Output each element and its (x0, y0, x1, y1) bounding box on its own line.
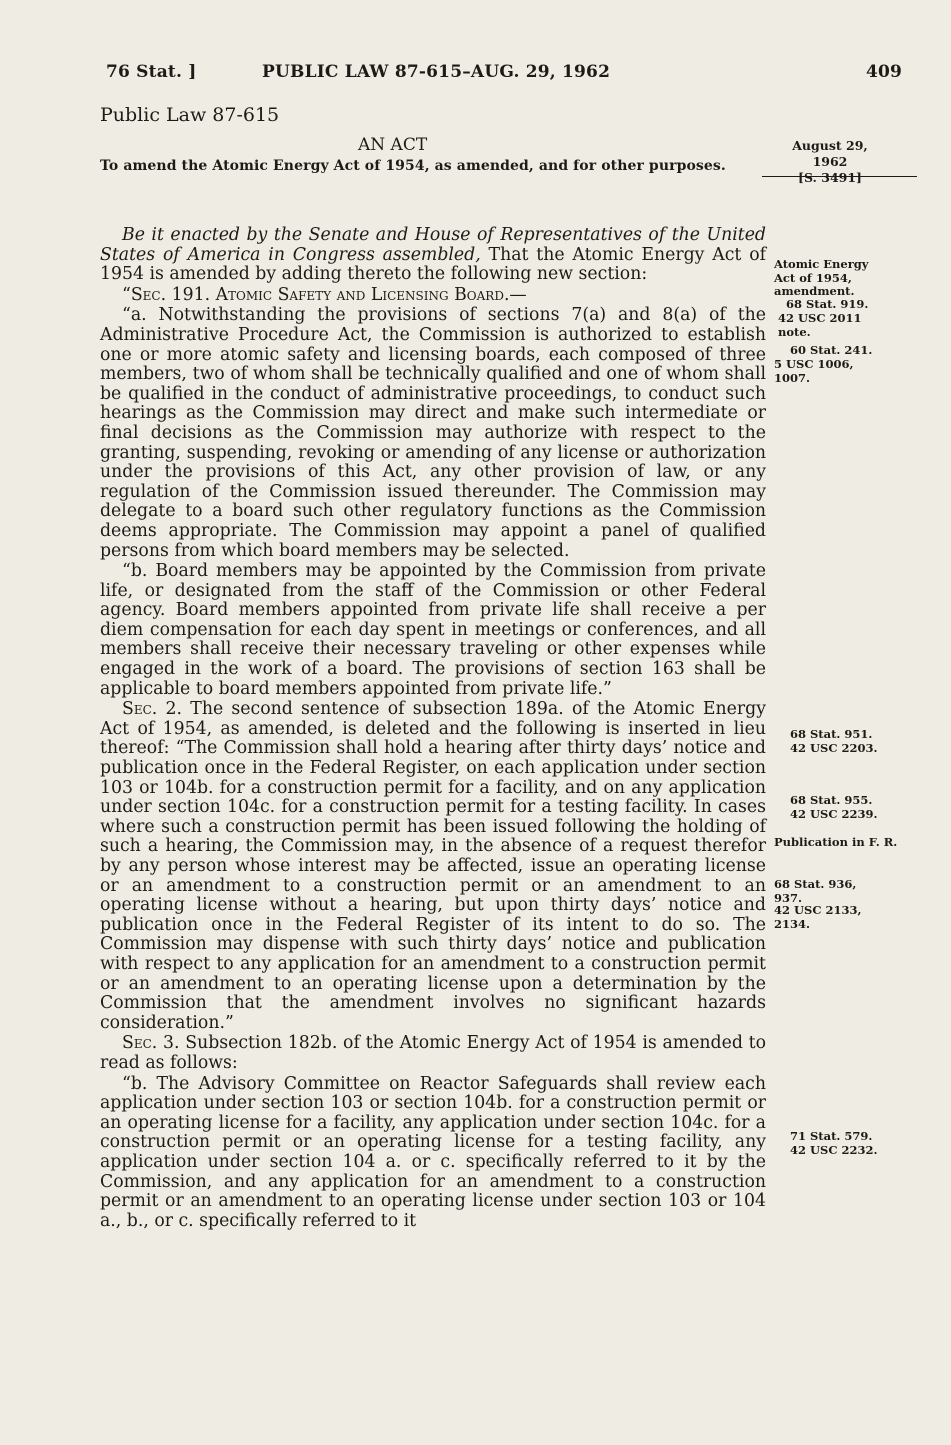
margin-note-42-usc-2203: 42 USC 2203. (790, 741, 878, 755)
date-divider (762, 176, 917, 177)
margin-note-71-stat-579: 71 Stat. 579. (790, 1129, 873, 1143)
enacting-italic: Be it enacted by the Senate and House of Representatives of the United States of America in Congress assembled, (100, 225, 766, 265)
paragraph-b-advisory: “b. The Advisory Committee on Reactor Safeguards shall review each application under section 103 or section 104b. for a construction permit or an operating license for a facility, any application under section 104c. for a construction permit or an operating license for a testing facility, any application under section 104 a. or c. specifically referred to it by the Commission, and any application for an amendment to a construction permit or an amendment to an operating license under section 103 or 104 a., b., or c. specifically referred to it (100, 1073, 766, 1231)
margin-note-42-usc-2239: 42 USC 2239. (790, 807, 878, 821)
header-title: PUBLIC LAW 87-615–AUG. 29, 1962 (262, 62, 611, 82)
margin-note-68-stat-955: 68 Stat. 955. (790, 793, 873, 807)
date-note-bill: [S. 3491] (798, 170, 862, 185)
margin-note-publication: Publication in F. R. (774, 835, 898, 849)
date-note (782, 138, 878, 186)
margin-note-5-usc-1006: 5 USC 1006, 1007. (774, 357, 854, 385)
act-body (100, 226, 766, 1231)
section-191-heading: “Sec. 191. Atomic Safety and Licensing Board.— (122, 284, 527, 305)
enacting-clause (100, 226, 766, 285)
margin-note-42-usc-2011: 42 USC 2011 note. (778, 311, 862, 339)
paragraph-a: “a. Notwithstanding the provisions of sections 7(a) and 8(a) of the Administrative Procedure Act, the Commission is authorized to establish one or more atomic safety and licensing boards, each composed of three members, two of whom shall be technically qualified and one of whom shall be qualified in the conduct of administrative proceedings, to conduct such hearings as the Commission may direct and make such intermediate or final decisions as the Commission may authorize with respect to the granting, suspending, revoking or amending of any license or authorization under the provisions of this Act, any other provision of law, or any regulation of the Commission issued thereunder. The Commission may delegate to a board such other regulatory functions as the Commission deems appropriate. The Commission may appoint a panel of qualified persons from which board members may be selected. (100, 305, 766, 561)
margin-note-68-stat-936: 68 Stat. 936, 937. (774, 877, 857, 905)
enacting-rest: That the Atomic Energy Act of 1954 is amended by adding thereto the following new section: (100, 244, 767, 285)
margin-note-act-amendment: Atomic Energy Act of 1954, amendment. (774, 257, 869, 298)
margin-note-68-stat-951: 68 Stat. 951. (790, 727, 873, 741)
section-2 (100, 700, 766, 1033)
section-3-label: Sec. 3. (122, 1033, 180, 1054)
section-2-text: The second sentence of subsection 189a. of the Atomic Energy Act of 1954, as amended, is deleted and the following is inserted in lieu thereof: “The Commission shall hold a hearing after thirty days’ notice and publication once in the Federal Register, on each application under section 103 or 104b. for a construction permit for a facility, and on any application under section 104c. for a construction permit for a testing facility. In cases where such a construction permit has been issued following the holding of such a hearing, the Commission may, in the absence of a request therefor by any person whose interest may be affected, issue an operating license or an amendment to a construction permit or an amendment to an operating license without a hearing, but upon thirty days’ notice and publication once in the Federal Register of its intent to do so. The Commission may dispense with such thirty days’ notice and publication with respect to any application for an amendment to a construction permit or an amendment to an operating license upon a determination by the Commission that the amendment involves no significant hazards consideration.” (100, 699, 766, 1033)
date-note-date: August 29, 1962 (792, 138, 868, 169)
law-title: Public Law 87-615 (100, 104, 280, 126)
margin-note-42-usc-2133: 42 USC 2133, 2134. (774, 903, 862, 931)
paragraph-b: “b. Board members may be appointed by the Commission from private life, or designated from the staff of the Commission or other Federal agency. Board members appointed from private life shall receive a per diem compensation for each day spent in meetings or conferences, and all members shall receive their necessary traveling or other expenses while engaged in the work of a board. The provisions of section 163 shall be applicable to board members appointed from private life.” (100, 561, 766, 699)
header-volume: 76 Stat. ] (106, 62, 197, 82)
page-number: 409 (866, 62, 903, 82)
margin-note-60-stat-241: 60 Stat. 241. (790, 343, 873, 357)
act-purpose: To amend the Atomic Energy Act of 1954, as amended, and for other purposes. (100, 158, 726, 174)
section-3-text: Subsection 182b. of the Atomic Energy Act of 1954 is amended to read as follows: (100, 1033, 766, 1073)
section-3 (100, 1034, 766, 1073)
act-heading: AN ACT (358, 135, 428, 155)
margin-note-42-usc-2232: 42 USC 2232. (790, 1143, 878, 1157)
margin-note-68-stat-919: 68 Stat. 919. (786, 297, 869, 311)
section-2-label: Sec. 2. (122, 699, 183, 720)
